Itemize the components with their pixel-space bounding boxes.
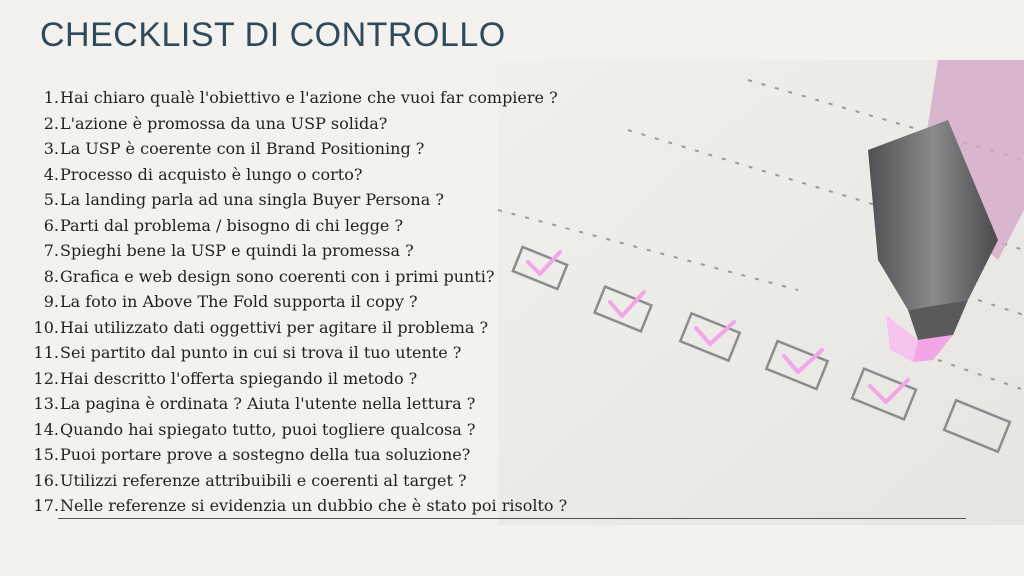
list-item	[30, 264, 567, 290]
item-number: 15.	[33, 445, 59, 464]
list-item	[30, 366, 567, 392]
item-text: La landing parla ad una singla Buyer Persona ?	[60, 190, 444, 209]
item-number: 6.	[43, 215, 59, 235]
item-number: 9.	[43, 292, 59, 311]
item-text: Grafica e web design sono coerenti con i primi punti?	[60, 266, 495, 286]
item-text: La foto in Above The Fold supporta il copy ?	[60, 292, 418, 311]
item-text: Sei partito dal punto in cui si trova il tuo utente ?	[60, 343, 462, 362]
list-item	[30, 417, 567, 443]
item-number: 2.	[43, 113, 59, 133]
item-text: Utilizzi referenze attribuibili e coerenti al target ?	[60, 470, 467, 490]
item-text: La USP è coerente con il Brand Positioning ?	[60, 139, 425, 158]
item-number: 13.	[33, 394, 59, 413]
item-number: 3.	[43, 139, 59, 158]
item-text: Puoi portare prove a sostegno della tua soluzione?	[60, 445, 471, 464]
list-item	[30, 340, 567, 366]
item-number: 14.	[33, 419, 59, 439]
list-item	[30, 213, 567, 239]
item-number: 5.	[43, 190, 59, 209]
checklist-highlighter-photo	[498, 60, 1024, 525]
list-item	[30, 187, 567, 213]
item-text: L'azione è promossa da una USP solida?	[60, 113, 388, 133]
list-item	[30, 111, 567, 137]
list-item	[30, 136, 567, 162]
list-item	[30, 493, 567, 519]
item-text: Processo di acquisto è lungo o corto?	[60, 164, 363, 184]
item-number: 4.	[43, 164, 59, 184]
item-text: Nelle referenze si evidenzia un dubbio che è stato poi risolto ?	[60, 496, 568, 515]
list-item	[30, 442, 567, 468]
item-text: Quando hai spiegato tutto, puoi togliere qualcosa ?	[60, 419, 476, 439]
item-number: 1.	[43, 88, 59, 107]
item-number: 10.	[33, 317, 59, 337]
item-number: 11.	[33, 343, 59, 362]
item-text: La pagina è ordinata ? Aiuta l'utente nella lettura ?	[60, 394, 476, 413]
item-text: Spieghi bene la USP e quindi la promessa ?	[60, 241, 414, 260]
item-number: 7.	[43, 241, 59, 260]
list-item	[30, 238, 567, 264]
item-number: 8.	[43, 266, 59, 286]
list-item	[30, 85, 567, 111]
list-item	[30, 289, 567, 315]
item-text: Hai utilizzato dati oggettivi per agitare il problema ?	[60, 317, 489, 337]
item-text: Hai descritto l'offerta spiegando il metodo ?	[60, 368, 418, 388]
checklist	[30, 85, 567, 519]
item-number: 12.	[33, 368, 59, 388]
list-item	[30, 468, 567, 494]
slide-title: CHECKLIST DI CONTROLLO	[40, 16, 506, 54]
item-number: 17.	[33, 496, 59, 515]
item-number: 16.	[33, 470, 59, 490]
item-text: Hai chiaro qualè l'obiettivo e l'azione che vuoi far compiere ?	[60, 88, 558, 107]
item-text: Parti dal problema / bisogno di chi legge ?	[60, 215, 404, 235]
divider-line	[58, 518, 966, 519]
list-item	[30, 315, 567, 341]
list-item	[30, 391, 567, 417]
list-item	[30, 162, 567, 188]
